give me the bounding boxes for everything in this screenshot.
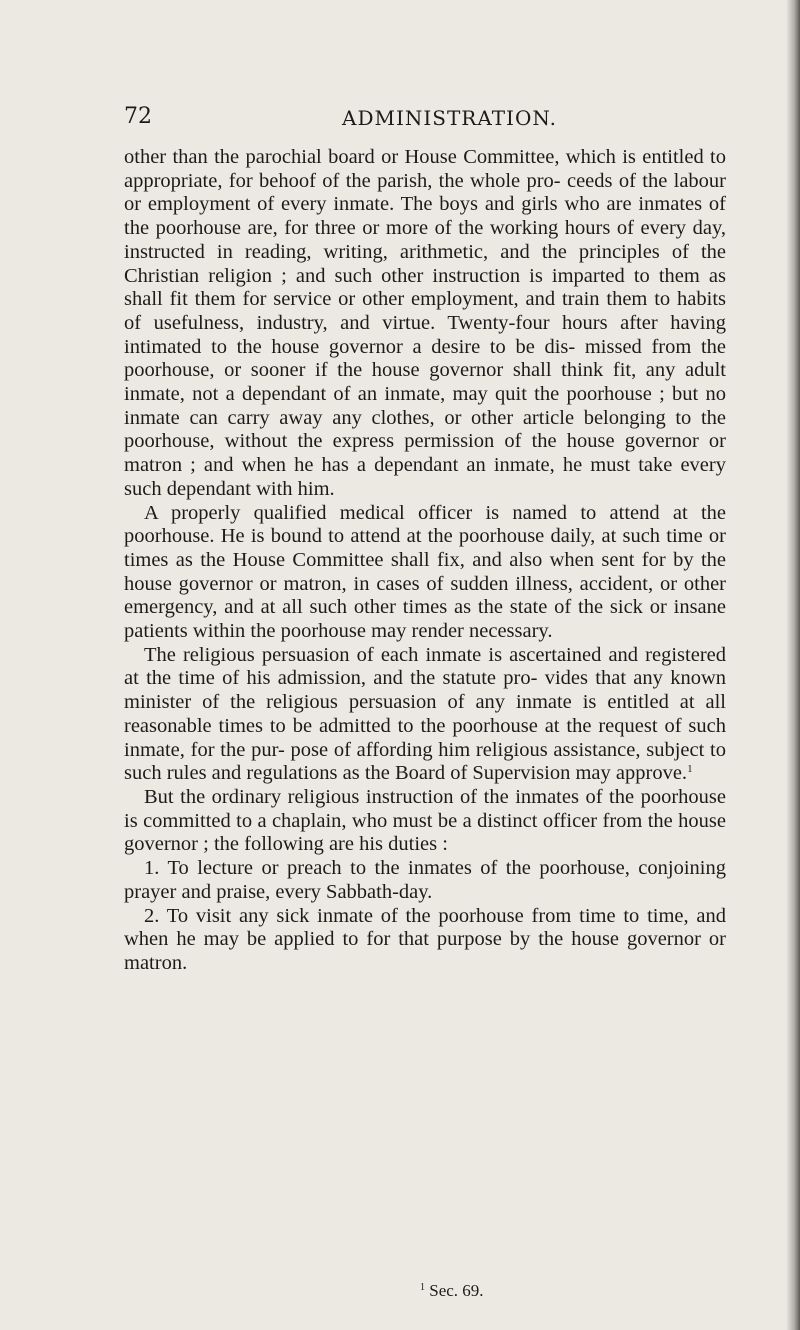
list-item: 1. To lecture or preach to the inmates of the poorhouse, conjoining prayer and praise, every Sabbath-day. [124, 857, 726, 903]
footnote-reference: 1 [687, 763, 693, 776]
body-text [124, 146, 726, 976]
page-number: 72 [124, 104, 152, 129]
paragraph: other than the parochial board or House Committee, which is entitled to appropriate, for behoof of the parish, the whole pro- ceeds of the labour or employment of every inmate. The boys and girls who are inmates of the poorhouse are, for three or more of the working hours of every day, instructed in reading, writing, arithmetic, and the principles of the Christian religion ; and such other instruction is imparted to them as shall fit them for service or other employment, and train them to habits of usefulness, industry, and virtue. Twenty-four hours after having intimated to the house governor a desire to be dis- missed from the poorhouse, or sooner if the house governor shall think fit, any adult inmate, not a dependant of an inmate, may quit the poorhouse ; but no inmate can carry away any clothes, or other article belonging to the poorhouse, without the express permission of the house governor or matron ; and when he has a dependant an inmate, he must take every such dependant with him. [124, 146, 726, 500]
paragraph [124, 644, 726, 786]
paragraph: A properly qualified medical officer is named to attend at the poorhouse. He is bound to attend at the poorhouse daily, at such time or times as the House Committee shall fix, and also when sent for by the house governor or matron, in cases of sudden illness, accident, or other emergency, and at all such other times as the state of the sick or insane patients within the poorhouse may render necessary. [124, 501, 726, 643]
running-head: ADMINISTRATION. [342, 106, 557, 130]
footnote [420, 1280, 484, 1302]
list-item: 2. To visit any sick inmate of the poorhouse from time to time, and when he may be applied to for that purpose by the house governor or matron. [124, 904, 726, 974]
footnote-text: Sec. 69. [429, 1281, 484, 1300]
page-edge-shadow [786, 0, 800, 1330]
paragraph-text: The religious persuasion of each inmate is ascertained and registered at the time of his admission, and the statute pro- vides that any known minister of the religious persuasion of any inmate is entitled at all reasonable times to be admitted to the poorhouse at the request of such inmate, for the pur- pose of affording him religious assistance, subject to such rules and regulations as the Board of Supervision may approve. [124, 643, 726, 785]
page-header [0, 102, 800, 132]
paragraph: But the ordinary religious instruction of the inmates of the poorhouse is committed to a chaplain, who must be a distinct officer from the house governor ; the following are his duties : [124, 785, 726, 856]
footnote-marker: 1 [420, 1282, 425, 1293]
